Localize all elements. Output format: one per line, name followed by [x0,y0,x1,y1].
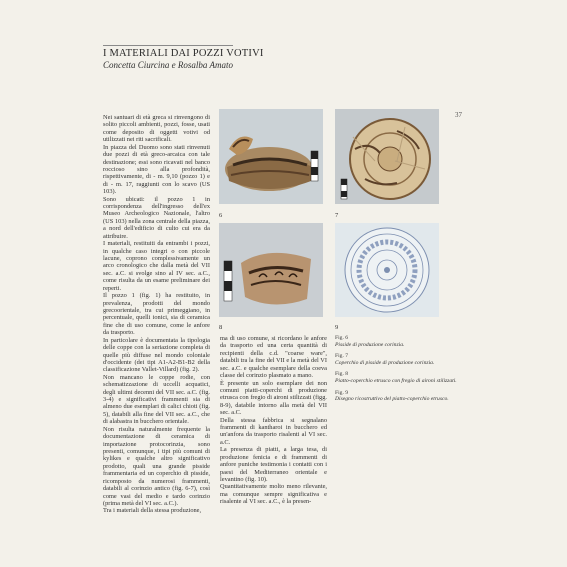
caption-fig-6 [335,335,457,348]
figure-captions [335,335,457,408]
paragraph: Quantitativamente molto meno rilevante, ma comunque sempre significativa e risalente al VI sec. a.C., è la presen- [220,483,327,506]
figure-6-label: 6 [219,212,223,219]
figure-7-photo [335,109,439,204]
paragraph: I materiali, restituiti da entrambi i pozzi, in qualche caso integri o con piccole lacune, coprono complessivamente un arco cronologico che dalla metà del VII sec. a.C. si svolge sino al IV sec. a.C., come risulta da un esame preliminare dei reperti. [103,240,210,292]
caption-number: Fig. 8 [335,371,349,378]
paragraph: Il pozzo 1 (fig. 1) ha restituito, in prevalenza, prodotti del mondo grecoorientale, tra cui primeggiano, in percentuale, quelli ionici, sia di ceramica fine che di uso comune, come le anfore da trasporto. [103,292,210,337]
caption-number: Fig. 9 [335,389,349,396]
paragraph: Della stessa fabbrica si segnalano frammenti di kantharoi in bucchero ed un'anfora da trasporto risalenti al VI sec. a.C. [220,416,327,446]
article-title: I MATERIALI DAI POZZI VOTIVI [103,48,264,59]
article-authors: Concetta Ciurcina e Rosalba Amato [103,60,233,70]
caption-number: Fig. 6 [335,335,349,341]
pyxis-lid-image [335,109,439,204]
pyxis-image [219,109,323,204]
caption-text: Piatto-coperchio etrusco con fregio di aironi stilizzati. [335,377,457,384]
caption-fig-7 [335,353,457,366]
figure-8-label: 8 [219,324,223,331]
paragraph: ma di uso comune, si ricordano le anfore da trasporto ed una certa quantità di recipienti della c.d. "coarse ware", databili tra la fine del VII e la metà del VI sec. a.C. e qualche esemplare della coeva classe del corinzio plasmato a mano. [220,335,327,380]
caption-text: Coperchio di pisside di produzione corinzia. [335,359,435,366]
caption-fig-8 [335,371,457,384]
paragraph: È presente un solo esemplare dei non comuni piatti-coperchi di produzione etrusca con fregio di aironi stilizzati (figg. 8-9), databile intorno alla metà del VII sec. a.C. [220,379,327,417]
page-number: 37 [455,111,462,119]
figure-7-label: 7 [335,212,339,219]
caption-text: Disegno ricostruttivo del piatto-coperchio etrusco. [335,396,449,403]
paragraph: Tra i materiali della stessa produzione, [103,507,202,515]
paragraph: Non risulta naturalmente frequente la documentazione di ceramica di importazione protocorinzia, sono presenti, comunque, i tipi più comuni di kylikes e qualche altro significativo prodotto, quali una grande pisside frammentaria ed un coperchio di pisside, ricomposto da numerosi frammenti, databili al corinzio antico (fig. 6-7), così come vasi del medio e tardo corinzio (prima metà del VI sec. a.C.). [103,425,210,507]
caption-text: Pisside di produzione corinzia. [335,341,405,348]
figure-9-drawing [335,223,439,317]
paragraph: La presenza di piatti, a larga tesa, di produzione fenicia e di frammenti di anfore puniche testimonia i contatti con i paesi del Mediterraneo orientale e levantino (fig. 10). [220,446,327,484]
paragraph: Non mancano le coppe rodie, con schematizzazione di uccelli acquatici, degli ultimi decenni del VII sec. a.C. (fig. 3-4) e significativi frammenti sia di almeno due esemplari di calici chioti (fig. 5), databili alla fine del VII sec. a.C., che di alabastra in bucchero orientale. [103,373,210,426]
figure-6-photo [219,109,323,204]
text-column-1 [103,114,210,515]
header-rule [103,45,233,46]
paragraph: Sono ubicati: il pozzo 1 in corrispondenza dell'ingresso dell'ex Museo Archeologico Nazionale, l'altro (US 103) nella zona centrale della piazza, a nord dell'edificio di culto cui era da attribuire. [103,195,210,240]
text-column-2 [220,335,327,506]
caption-fig-9 [335,390,457,403]
plate-reconstruction-drawing [335,223,439,317]
paragraph: Nei santuari di età greca si rinvengono di solito piccoli ambienti, pozzi, fosse, usati come deposito di oggetti votivi od utilizzati nei riti sacrificali. [103,114,210,144]
plate-fragment-image [219,223,323,317]
paragraph: In particolare è documentata la tipologia delle coppe con la seriazione completa di quelle più diffuse nel mondo coloniale d'occidente (dei tipi A1-A2-B1-B2 della classificazione Vallet-Villard) (fig. 2). [103,336,210,374]
paragraph: In piazza del Duomo sono stati rinvenuti due pozzi di età greco-arcaica con tale destinazione; essi sono ricavati nel banco roccioso sino alla profondità, rispettivamente, di - m. 9,10 (pozzo 1) e di - m. 17, raggiunti con lo scavo (US 103). [103,143,210,196]
figure-8-photo [219,223,323,317]
figure-9-label: 9 [335,324,339,331]
caption-number: Fig. 7 [335,353,349,360]
